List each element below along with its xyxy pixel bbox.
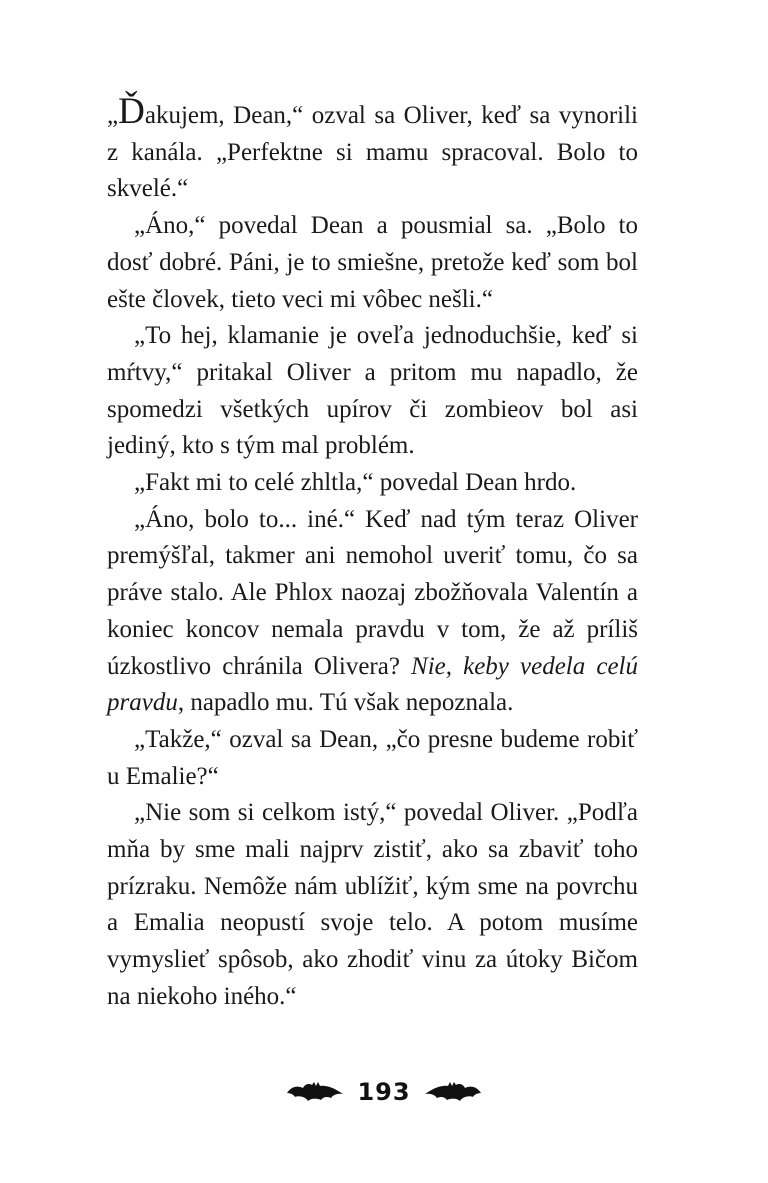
paragraph-text: „Nie som si celkom istý,“ povedal Oliver. „Podľa mňa by sme mali najprv zistiť, ako sa zbaviť toho prízraku. Nemôže nám ublížiť, kým sme na povrchu a Emalia neopustí svoje telo. A potom musíme vymyslieť spôsob, ako zhodiť vinu za útoky Bičom na niekoho iného.“ [107, 799, 638, 1010]
bat-icon [285, 1079, 345, 1105]
paragraph-text: „Áno,“ povedal Dean a pousmial sa. „Bolo to dosť dobré. Páni, je to smiešne, pretože keď som bol ešte človek, tieto veci mi vôbec nešli.“ [107, 212, 638, 313]
bat-icon [423, 1079, 483, 1105]
body-text [107, 91, 638, 1016]
paragraph-1 [107, 91, 638, 208]
drop-cap: Ď [118, 91, 145, 132]
paragraph-5 [107, 502, 638, 722]
paragraph-text: „Takže,“ ozval sa Dean, „čo presne budeme robiť u Emalie?“ [107, 725, 638, 790]
paragraph-text: „Fakt mi to celé zhltla,“ povedal Dean hrdo. [134, 469, 577, 497]
italic-thought: Nie, keby vedela celú pravdu [107, 652, 638, 717]
paragraph-4 [107, 465, 638, 502]
paragraph-7 [107, 795, 638, 1015]
paragraph-6 [107, 722, 638, 795]
paragraph-3 [107, 318, 638, 465]
opening-quote: „ [107, 102, 119, 129]
paragraph-text: , napadlo mu. Tú však nepoznala. [177, 689, 514, 717]
paragraph-text: akujem, Dean,“ ozval sa Oliver, keď sa vynorili z kanála. „Perfektne si mamu spracoval. Bolo to skvelé.“ [107, 102, 638, 203]
paragraph-text: „To hej, klamanie je oveľa jednoduchšie, keď si mŕtvy,“ pritakal Oliver a pritom mu napadlo, že spomedzi všetkých upírov či zombieov bol asi jediný, kto s tým mal problém. [107, 322, 638, 460]
page-footer [0, 1062, 768, 1122]
page-number: 193 [357, 1078, 411, 1106]
paragraph-2 [107, 208, 638, 318]
paragraph-text: „Áno, bolo to... iné.“ Keď nad tým teraz Oliver premýšľal, takmer ani nemohol uveriť tomu, čo sa práve stalo. Ale Phlox naozaj zbožňovala Valentín a koniec koncov nemala pravdu v tom, že až príliš úzkostlivo chránila Olivera? [107, 505, 638, 680]
